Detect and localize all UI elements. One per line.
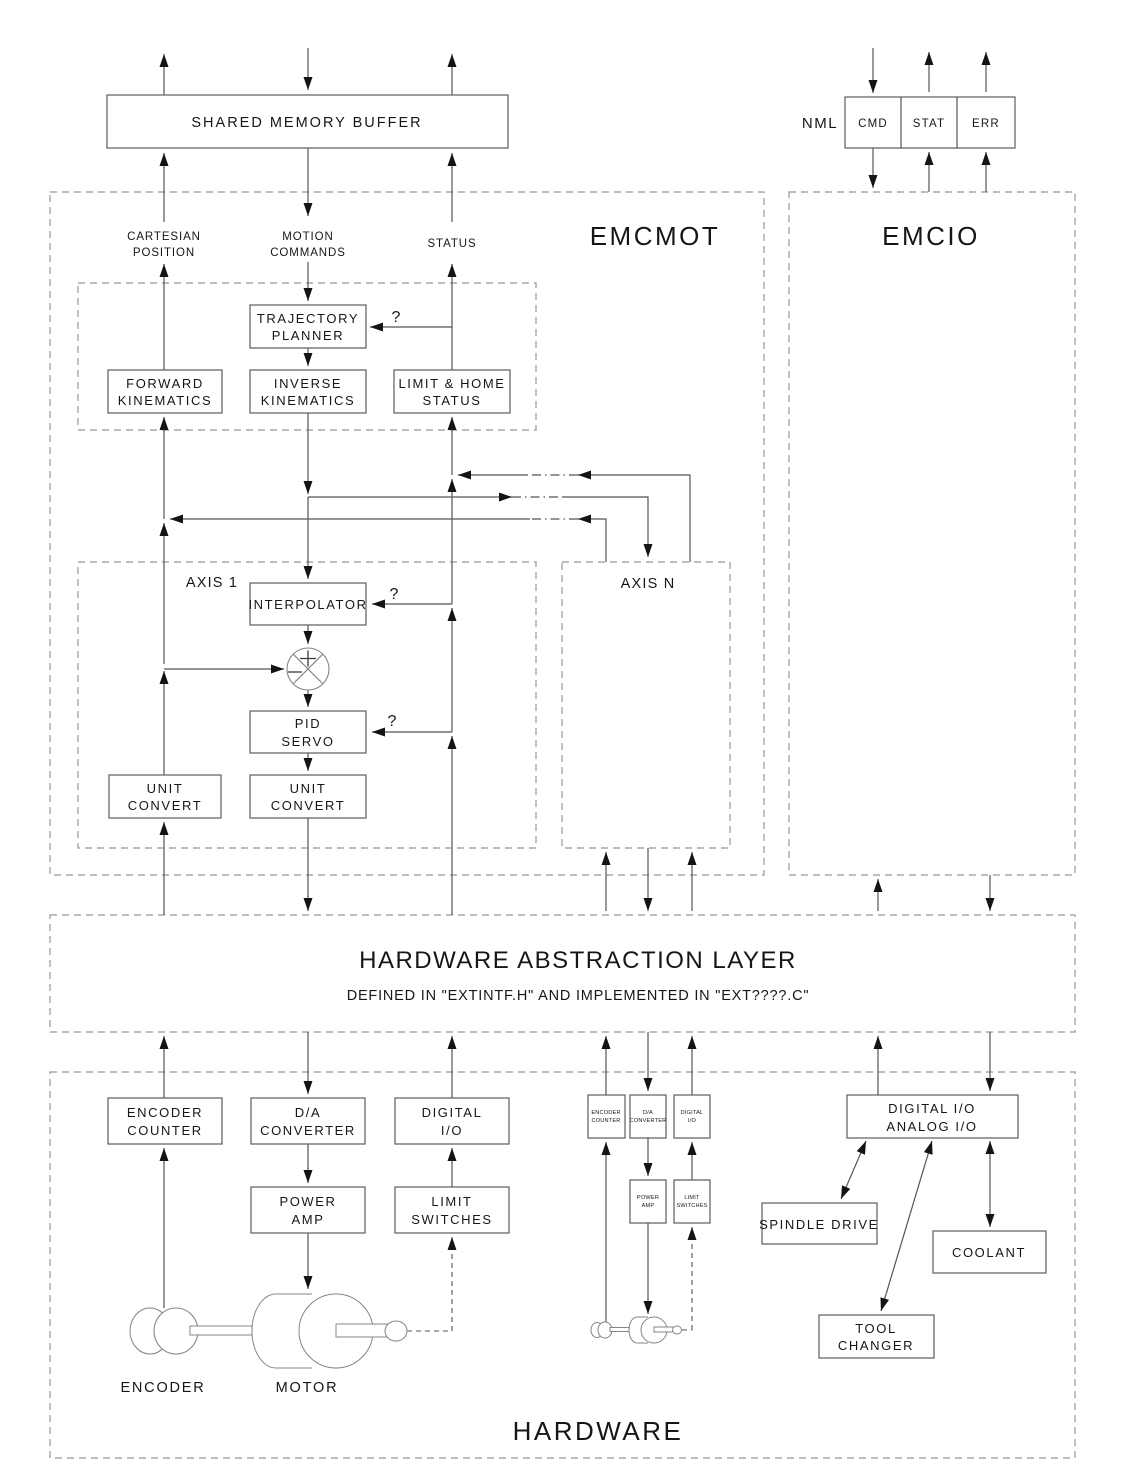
- forward-kinematics-label-line2: KINEMATICS: [117, 393, 213, 408]
- mini-da-converter-label-line1: D/A: [643, 1110, 653, 1116]
- axis1-title: AXIS 1: [185, 575, 239, 591]
- hal-title: HARDWARE ABSTRACTION LAYER: [359, 947, 797, 974]
- inverse-kinematics-label-line2: KINEMATICS: [260, 393, 356, 408]
- motion-commands-label-line1: MOTION: [282, 231, 334, 243]
- hal-subtitle: DEFINED IN "EXTINTF.H" AND IMPLEMENTED IN "EXT????.C": [346, 988, 810, 1004]
- axisn-group: [562, 562, 730, 848]
- encoder-drawing-label: ENCODER: [120, 1380, 206, 1396]
- motor-encoder-drawing: [130, 1294, 407, 1368]
- pid-servo-label-line2: SERVO: [281, 734, 335, 749]
- unit-convert-center-label-line2: CONVERT: [270, 798, 346, 813]
- shared-memory-buffer-label: SHARED MEMORY BUFFER: [191, 115, 423, 131]
- io-toolchanger-double-arrow: [881, 1141, 932, 1311]
- motor-shaft: [336, 1324, 388, 1337]
- emcio-title: EMCIO: [882, 221, 980, 251]
- forward-kinematics-label-line1: FORWARD: [126, 376, 204, 391]
- mini-power-amp-label-line1: POWER: [636, 1195, 660, 1201]
- summing-junction: [287, 648, 329, 690]
- emcmot-container: [50, 192, 764, 875]
- nml-err-label: ERR: [972, 118, 1000, 130]
- emcio-container: [789, 192, 1075, 875]
- trajectory-planner-label-line1: TRAJECTORY: [256, 311, 360, 326]
- pid-servo-label-line1: PID: [294, 716, 322, 731]
- inverse-kinematics-label-line1: INVERSE: [273, 376, 343, 391]
- mini-digital-io-label-line1: DIGITAL: [680, 1110, 704, 1116]
- unit-convert-left-label-line2: CONVERT: [127, 798, 203, 813]
- limit-switches-label-line1: LIMIT: [431, 1194, 473, 1209]
- interpolator-label: INTERPOLATOR: [248, 597, 368, 612]
- mini-encoder-counter-label-line1: ENCODER: [591, 1110, 621, 1116]
- da-converter-label-line1: D/A: [294, 1105, 322, 1120]
- nml-label: NML: [801, 115, 839, 132]
- trajectory-question-mark: ?: [391, 309, 401, 326]
- mini-motor-shaft-end: [673, 1326, 682, 1334]
- encoder-motor-shaft: [190, 1326, 252, 1335]
- tool-changer-label-line2: CHANGER: [837, 1338, 915, 1353]
- cartesian-position-label-line2: POSITION: [132, 247, 196, 259]
- motion-commands-label-line2: COMMANDS: [270, 247, 346, 259]
- mini-motor-encoder-drawing: [591, 1317, 682, 1343]
- mini-power-amp-label-line2: AMP: [641, 1203, 655, 1209]
- status-label: STATUS: [427, 238, 477, 250]
- trajectory-planner-label-line2: PLANNER: [271, 328, 345, 343]
- da-converter-label-line2: CONVERTER: [260, 1123, 356, 1138]
- limit-home-status-label-line2: STATUS: [422, 393, 482, 408]
- hardware-title: HARDWARE: [512, 1416, 684, 1446]
- nml-cmd-label: CMD: [858, 118, 888, 130]
- mini-limit-switches-label-line1: LIMIT: [684, 1195, 700, 1201]
- emcmot-title: EMCMOT: [589, 221, 721, 251]
- interpolator-question-mark: ?: [389, 586, 399, 603]
- mini-da-converter-box: [630, 1095, 666, 1138]
- mini-digital-io-box: [674, 1095, 710, 1138]
- unit-convert-center-label-line1: UNIT: [289, 781, 327, 796]
- motor-drawing-label: MOTOR: [275, 1380, 339, 1396]
- pid-question-mark: ?: [387, 713, 397, 730]
- limit-home-status-label-line1: LIMIT & HOME: [398, 376, 506, 391]
- power-amp-label-line2: AMP: [291, 1212, 325, 1227]
- mini-motor-shaft: [654, 1327, 674, 1332]
- mini-power-amp-box: [630, 1180, 666, 1223]
- axisn-feedback-bus-right-segment: [578, 519, 606, 562]
- mini-encoder-counter-label-line2: COUNTER: [591, 1118, 621, 1124]
- cartesian-position-label-line1: CARTESIAN: [127, 231, 201, 243]
- io-spindle-double-arrow: [841, 1141, 866, 1199]
- unit-convert-left-label-line1: UNIT: [146, 781, 184, 796]
- digital-analog-io-label-line1: DIGITAL I/O: [888, 1101, 976, 1116]
- mini-limit-switches-label-line2: SWITCHES: [676, 1203, 708, 1209]
- command-bus-into-axisn: [562, 497, 648, 557]
- motor-shaft-end: [385, 1321, 407, 1341]
- spindle-drive-label: SPINDLE DRIVE: [759, 1217, 879, 1232]
- solid-boxes: [107, 95, 1046, 1358]
- digital-io-label-line2: I/O: [440, 1123, 464, 1138]
- mini-limit-switches-box: [674, 1180, 710, 1223]
- limit-switches-label-line2: SWITCHES: [411, 1212, 493, 1227]
- power-amp-label-line1: POWER: [279, 1194, 337, 1209]
- nml-stat-label: STAT: [912, 118, 946, 130]
- axisn-title: AXIS N: [620, 576, 676, 592]
- tool-changer-label-line1: TOOL: [855, 1321, 897, 1336]
- encoder-counter-label-line1: ENCODER: [126, 1105, 204, 1120]
- digital-io-label-line1: DIGITAL: [421, 1105, 483, 1120]
- mini-encoder-counter-box: [588, 1095, 625, 1138]
- digital-analog-io-label-line2: ANALOG I/O: [886, 1119, 978, 1134]
- mini-da-converter-label-line2: CONVERTER: [629, 1118, 667, 1124]
- coolant-label: COOLANT: [951, 1245, 1027, 1260]
- encoder-counter-label-line2: COUNTER: [127, 1123, 203, 1138]
- mini-digital-io-label-line2: I/O: [687, 1118, 697, 1124]
